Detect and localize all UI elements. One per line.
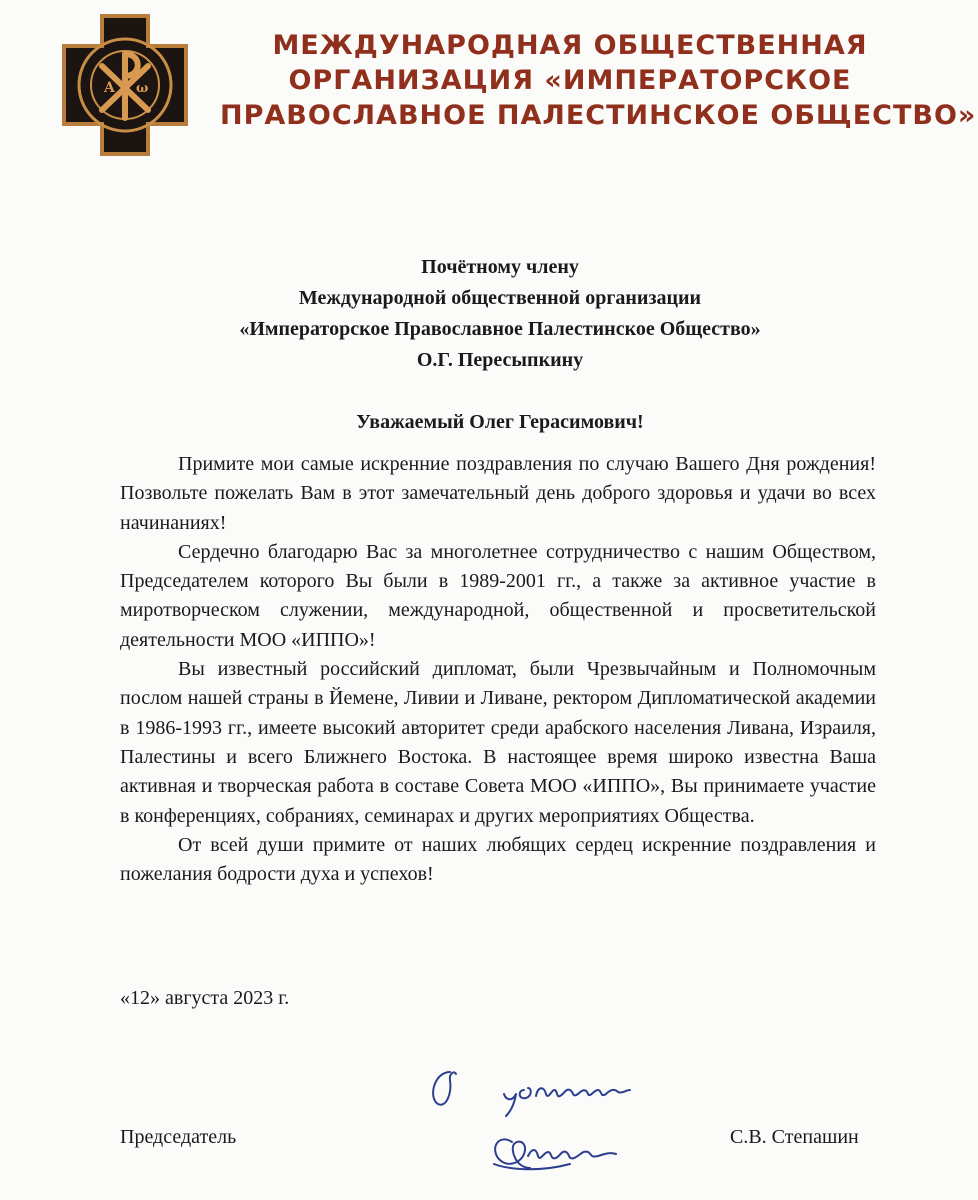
handwritten-signature: [420, 1060, 670, 1190]
body-paragraph: Сердечно благодарю Вас за многолетнее сотрудничество с нашим Обществом, Председателем которого Вы были в 1989-2001 гг., а также за активное участие в миротворческом служении, международной, общественной и просветительской деятельности МОО «ИППО»!: [120, 540, 876, 651]
ippo-cross-emblem-icon: [62, 14, 188, 156]
greeting: Уважаемый Олег Герасимович!: [356, 411, 644, 433]
org-title-line: ОРГАНИЗАЦИЯ «ИМПЕРАТОРСКОЕ: [288, 65, 852, 96]
addressee-line: Международной общественной организации: [298, 287, 702, 309]
addressee-line: О.Г. Пересыпкину: [416, 349, 584, 371]
body-paragraph: Примите мои самые искренние поздравления по случаю Вашего Дня рождения! Позвольте пожелать Вам в этот замечательный день доброго здоровья и удачи во всех начинаниях!: [120, 453, 876, 534]
addressee-block: [150, 252, 850, 376]
signer-name: С.В. Степашин: [730, 1126, 859, 1148]
org-title-line: МЕЖДУНАРОДНАЯ ОБЩЕСТВЕННАЯ: [272, 30, 868, 61]
letter-date: «12» августа 2023 г.: [120, 987, 290, 1009]
svg-text:A: A: [104, 80, 115, 96]
org-title-line: ПРАВОСЛАВНОЕ ПАЛЕСТИНСКОЕ ОБЩЕСТВО»: [220, 100, 977, 131]
letter-body: [120, 450, 876, 889]
organization-title: [220, 28, 977, 133]
signer-title: Председатель: [120, 1126, 237, 1148]
body-paragraph: От всей души примите от наших любящих сердец искренние поздравления и пожелания бодрости духа и успехов!: [120, 833, 876, 886]
addressee-line: «Императорское Православное Палестинское Общество»: [239, 318, 761, 340]
addressee-line: Почётному члену: [421, 256, 579, 278]
svg-text:ω: ω: [136, 81, 149, 96]
body-paragraph: Вы известный российский дипломат, были Чрезвычайным и Полномочным послом нашей страны в Йемене, Ливии и Ливане, ректором Дипломатической академии в 1986-1993 гг., имеете высокий авторитет среди арабского населения Ливана, Израиля, Палестины и всего Ближнего Востока. В настоящее время широко известна Ваша активная и творческая работа в составе Совета МОО «ИППО», Вы принимаете участие в конференциях, собраниях, семинарах и других мероприятиях Общества.: [120, 658, 876, 827]
